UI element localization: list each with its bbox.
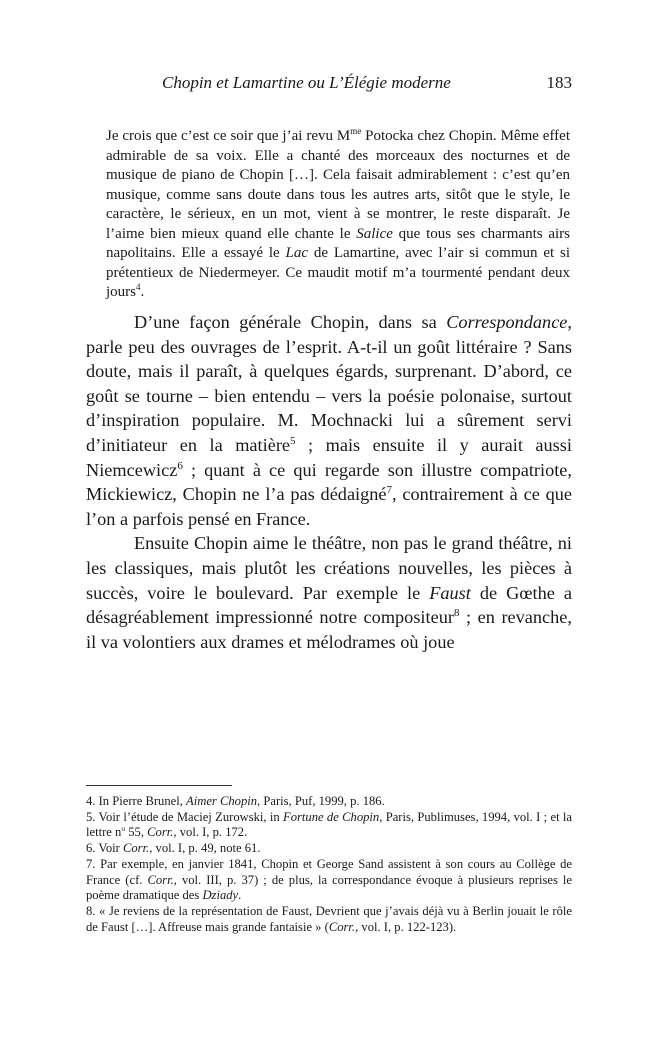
footnote-4 — [86, 794, 572, 810]
page-number: 183 — [546, 73, 572, 92]
paragraph — [86, 310, 572, 531]
italic-title: Corr. — [147, 825, 174, 840]
footnote-text: , Paris, Puf, 1999, p. 186. — [257, 794, 385, 808]
footnote-ref-4: 4 — [136, 282, 141, 292]
footnote-separator — [86, 785, 232, 786]
footnote-text: 8. « Je reviens de la représentation de Faust, Devrient que j’avais déjà vu à Berlin jouait le rôle de Faust […]. Affreuse mais grande fantaisie » ( — [86, 903, 572, 934]
italic-title: Aimer Chopin — [186, 794, 258, 808]
footnote-text: 6. Voir — [86, 841, 123, 856]
italic-title: Corr. — [122, 841, 150, 856]
paragraph-text: ; mais ensuite il y aurait aussi Niemcewicz — [86, 434, 572, 480]
footnote-text: 4. In Pierre Brunel, — [86, 794, 187, 808]
paragraph-text: de Gœthe a désagréablement impressionné notre compositeur — [86, 582, 572, 628]
superscript: o — [121, 824, 126, 834]
quote-text: . — [140, 284, 145, 300]
quote-text: que tous ses charmants airs napolitains. Elle a essayé le — [106, 225, 571, 261]
paragraph-text: ; quant à ce qui regarde son illustre compatriote, Mickiewicz, Chopin ne l’a pas dédaigné — [86, 459, 572, 505]
footnote-8 — [86, 904, 572, 935]
footnote-text: , vol. I, p. 49, note 61. — [149, 841, 261, 856]
italic-title: Fortune de Chopin — [283, 809, 380, 824]
italic-title: Lac — [285, 245, 309, 261]
footnote-ref-6: 6 — [177, 459, 183, 472]
footnote-text: , Paris, Publimuses, 1994, vol. I ; et la lettre n — [86, 809, 573, 840]
italic-title: Faust — [429, 582, 471, 603]
italic-title: Corr. — [328, 919, 356, 934]
footnote-text: 7. Par exemple, en janvier 1841, Chopin et George Sand assistent à son cours au Collège de France (cf. — [86, 856, 572, 887]
quote-text: de Lamartine, avec l’air si commun et si prétentieux de Niedermeyer. Ce maudit motif m’a tourmenté pendant deux jours — [106, 245, 571, 300]
footnote-ref-7: 7 — [386, 484, 393, 497]
italic-title: Correspondance — [446, 312, 568, 332]
footnotes — [86, 794, 572, 935]
italic-title: Dziady — [202, 888, 239, 903]
italic-title: Salice — [356, 225, 393, 242]
paragraph-text: D’une façon générale Chopin, dans sa — [134, 312, 447, 332]
paragraph-text: ; en revanche, il va volontiers aux drames et mélodrames où joue — [86, 607, 572, 652]
body-text — [86, 310, 572, 654]
running-title: Chopin et Lamartine ou L’Élégie moderne — [162, 73, 451, 92]
paragraph-text: Ensuite Chopin aime le théâtre, non pas le grand théâtre, ni les classiques, mais plutôt les créations nouvelles, les pièces à succès, voire le boulevard. Par exemple le — [86, 533, 572, 603]
footnote-5 — [86, 810, 572, 841]
paragraph-text: , contrairement à ce que l’on a parfois pensé en France. — [86, 484, 572, 529]
footnote-text: . — [238, 888, 242, 903]
footnote-ref-8: 8 — [453, 607, 460, 620]
footnote-7 — [86, 857, 572, 904]
footnote-ref-5: 5 — [290, 434, 296, 447]
footnote-text: 5. Voir l’étude de Maciej Zurowski, in — [86, 809, 284, 824]
footnote-text: , vol. I, p. 172. — [173, 825, 248, 840]
footnote-text: 55, — [125, 825, 148, 840]
block-quote — [106, 127, 570, 303]
italic-title: Corr. — [147, 872, 174, 887]
quote-text: Potocka chez Chopin. Même effet admirable de sa voix. Elle a chanté des morceaux des nocturnes et de musique de piano de Chopin […]. Cela faisait admirablement : c’est qu’en musique, comme sans doute dans tous les autres arts, sitôt que le style, le caractère, le sérieux, en un mot, vient à se montrer, le reste disparaît. Je l’aime bien mieux quand elle chante le — [106, 128, 571, 242]
quote-text: Je crois que c’est ce soir que j’ai revu M — [106, 128, 351, 144]
footnote-6 — [86, 841, 572, 857]
footnote-text: , vol. III, p. 37) ; de plus, la correspondance évoque à plusieurs reprises le poème dramatique des — [86, 872, 573, 903]
running-header — [86, 72, 572, 96]
paragraph — [86, 531, 572, 654]
paragraph-text: , parle peu des ouvrages de l’esprit. A-t-il un goût littéraire ? Sans doute, mais il paraît, à quelques égards, surprenant. D’abord, ce goût se tourne – bien entendu – vers la poésie polonaise, surtout d’inspiration populaire. M. Mochnacki lui a sûrement servi d’initiateur en la matière — [86, 312, 572, 455]
footnote-text: , vol. I, p. 122-123). — [355, 919, 457, 934]
superscript: me — [350, 126, 362, 136]
